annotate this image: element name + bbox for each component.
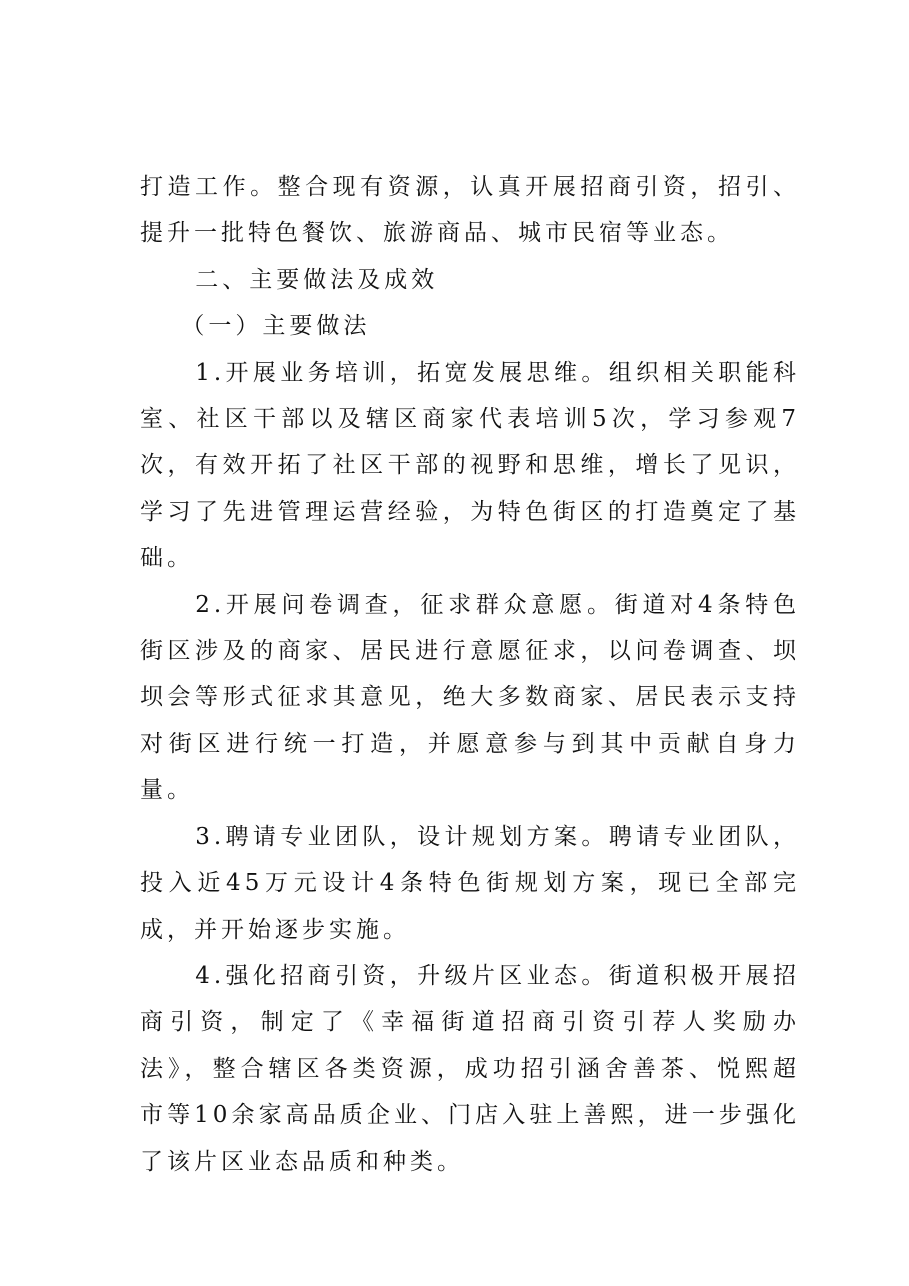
document-body: [140, 164, 800, 1185]
section-heading: 二、主要做法及成效: [195, 266, 439, 293]
subsection-heading: （一）主要做法: [181, 313, 371, 340]
paragraph-continuation: 打造工作。整合现有资源，认真开展招商引资，招引、提升一批特色餐饮、旅游商品、城市民宿等业态。: [140, 174, 800, 247]
paragraph-item-2: 2.开展问卷调查，征求群众意愿。街道对4条特色街区涉及的商家、居民进行意愿征求，以问卷调查、坝坝会等形式征求其意见，绝大多数商家、居民表示支持对街区进行统一打造，并愿意参与到其中贡献自身力量。: [140, 591, 800, 804]
paragraph-item-1: 1.开展业务培训，拓宽发展思维。组织相关职能科室、社区干部以及辖区商家代表培训5次，学习参观7次，有效开拓了社区干部的视野和思维，增长了见识，学习了先进管理运营经验，为特色街区的打造奠定了基础。: [140, 359, 800, 572]
paragraph-item-3: 3.聘请专业团队，设计规划方案。聘请专业团队，投入近45万元设计4条特色街规划方案，现已全部完成，并开始逐步实施。: [140, 823, 800, 943]
paragraph-item-4: 4.强化招商引资，升级片区业态。街道积极开展招商引资，制定了《幸福街道招商引资引荐人奖励办法》，整合辖区各类资源，成功招引涵舍善茶、悦熙超市等10余家高品质企业、门店入驻上善熙，进一步强化了该片区业态品质和种类。: [140, 962, 800, 1175]
